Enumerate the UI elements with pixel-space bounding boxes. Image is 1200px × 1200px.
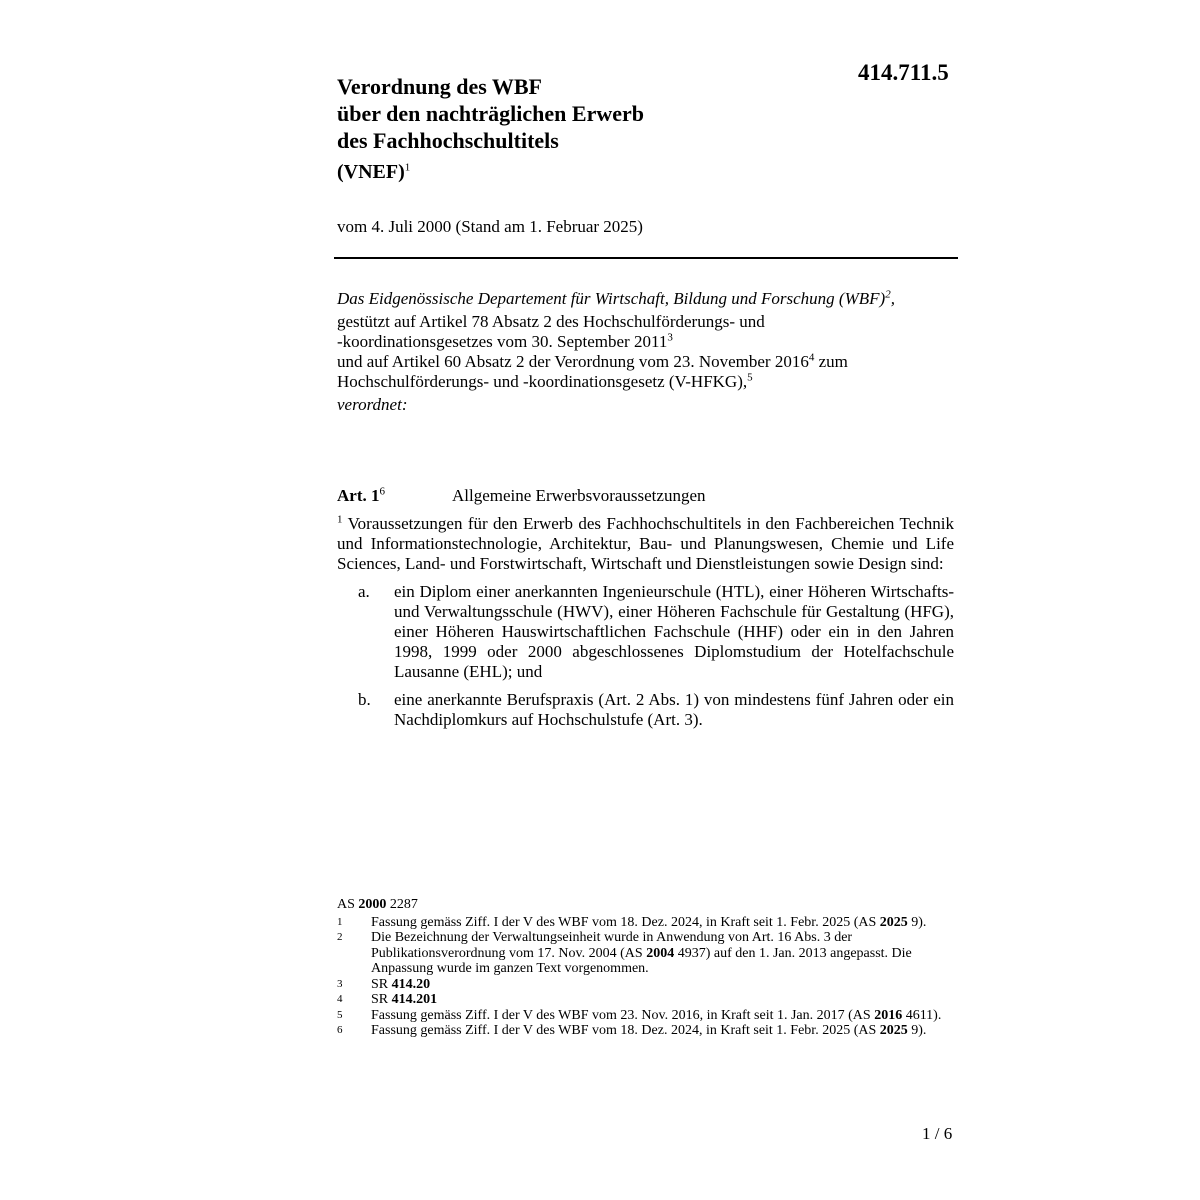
footnote-number: 3 — [337, 977, 343, 990]
as-prefix: AS — [337, 897, 359, 912]
list-item-text: ein Diplom einer anerkannten Ingenieurschule (HTL), einer Höheren Wirtschafts- und Verwaltungsschule (HWV), einer Höheren Fachschule für Gestaltung (HFG), einer Höheren Hauswirtschaftlichen Fachschule (HHF) oder ein in den Jahren 1998, 1999 oder 2000 abgeschlossenes Diplomstudium der Hotelfachschule Lausanne (EHL); und — [394, 582, 954, 681]
footnote-3 — [337, 977, 947, 993]
footnote-bold[interactable]: 414.20 — [391, 976, 431, 992]
footnote-ref-6[interactable]: 6 — [379, 485, 385, 498]
authority-comma: , — [890, 289, 895, 308]
footnote-text-part: 9). — [907, 914, 927, 930]
footnote-bold[interactable]: 414.201 — [391, 992, 438, 1007]
preamble-basis-2-line-2 — [337, 372, 957, 392]
basis-2-text-b: zum — [814, 352, 848, 371]
footnote-text — [371, 1008, 947, 1024]
preamble-basis-1-line-2 — [337, 332, 957, 352]
paragraph-1 — [337, 514, 954, 574]
page-number: 1 / 6 — [922, 1124, 953, 1143]
paragraph-number: 1 — [337, 513, 343, 526]
preamble-basis-1-line-1: gestützt auf Artikel 78 Absatz 2 des Hochschulförderungs- und — [337, 312, 765, 331]
footnote-bold: 2004 — [646, 945, 675, 961]
footnote-text — [371, 977, 947, 993]
footnote-number: 6 — [337, 1024, 343, 1036]
as-reference — [337, 897, 947, 913]
footnote-text — [371, 992, 947, 1008]
authority-text: Das Eidgenössische Departement für Wirtschaft, Bildung und Forschung (WBF) — [337, 289, 886, 308]
list-item-b — [337, 690, 954, 730]
footnote-text-part: Die Bezeichnung der Verwaltungseinheit wurde in Anwendung von Art. 16 Abs. 3 der Publikationsverordnung vom 17. Nov. 2004 (AS — [371, 930, 853, 961]
list-item-text: eine anerkannte Berufspraxis (Art. 2 Abs. 1) von mindestens fünf Jahren oder ein Nachdiplomkurs auf Hochschulstufe (Art. 3). — [394, 690, 954, 729]
preamble-basis-2-line-1 — [337, 352, 957, 372]
footnote-bold: 2025 — [879, 914, 908, 930]
as-year: 2000 — [358, 897, 387, 912]
footnote-text — [371, 1023, 947, 1039]
paragraph-text: Voraussetzungen für den Erwerb des Fachhochschultitels in den Fachbereichen Technik und Informationstechnologie, Architektur, Bau- und Planungswesen, Chemie und Life Sciences, Land- und Forstwirtschaft, Wirtschaft und Dienstleistungen sowie Design sind: — [337, 514, 954, 573]
footnotes — [337, 897, 947, 1039]
preamble-verb: verordnet: — [337, 395, 408, 414]
preamble — [337, 289, 957, 415]
article-number: Art. 1 — [337, 486, 380, 505]
preamble-authority — [337, 289, 957, 309]
footnote-text-part: 4937) auf den 1. Jan. 2013 angepasst. Die Anpassung wurde im ganzen Text vorgenommen. — [371, 945, 912, 976]
footnote-ref-3[interactable]: 3 — [667, 331, 673, 344]
article-heading — [337, 485, 706, 506]
footnote-2 — [337, 930, 947, 977]
footnote-text-part: Fassung gemäss Ziff. I der V des WBF vom 18. Dez. 2024, in Kraft seit 1. Febr. 2025 (AS — [371, 1023, 880, 1038]
footnote-number: 2 — [337, 931, 343, 943]
date-line: vom 4. Juli 2000 (Stand am 1. Februar 2025) — [337, 217, 643, 236]
basis-1-text: -koordinationsgesetzes vom 30. September 2011 — [337, 332, 668, 351]
article-body — [337, 514, 954, 730]
basis-2-text-a: und auf Artikel 60 Absatz 2 der Verordnung vom 23. November 2016 — [337, 352, 809, 371]
footnote-text-part: Fassung gemäss Ziff. I der V des WBF vom 23. Nov. 2016, in Kraft seit 1. Jan. 2017 (AS — [371, 1007, 875, 1023]
footnote-ref-4[interactable]: 4 — [808, 351, 815, 364]
footnote-text-part: SR — [371, 992, 392, 1007]
footnote-text-part: 4611). — [902, 1007, 942, 1023]
footnote-5 — [337, 1008, 947, 1024]
footnote-text — [371, 930, 947, 977]
sr-number: 414.711.5 — [858, 60, 949, 85]
footnote-6 — [337, 1023, 947, 1039]
footnote-1 — [337, 915, 947, 931]
title-line-1: Verordnung des WBF — [337, 74, 542, 99]
footnote-number: 5 — [337, 1008, 343, 1021]
list-item-letter: a. — [358, 582, 370, 601]
abbreviation — [337, 161, 644, 184]
footnote-text — [371, 915, 947, 931]
list-item-letter: b. — [358, 690, 371, 709]
basis-2-text-c: Hochschulförderungs- und -koordinationsgesetz (V-HFKG), — [337, 372, 748, 391]
footnote-ref-1[interactable]: 1 — [404, 161, 411, 174]
title-divider — [334, 257, 958, 259]
footnote-bold: 2016 — [874, 1007, 903, 1023]
as-page: 2287 — [386, 897, 418, 912]
footnote-number: 4 — [337, 993, 343, 1005]
title-block — [337, 73, 644, 184]
footnote-bold: 2025 — [879, 1023, 908, 1038]
article-title: Allgemeine Erwerbsvoraussetzungen — [452, 486, 706, 505]
footnote-text-part: Fassung gemäss Ziff. I der V des WBF vom 18. Dez. 2024, in Kraft seit 1. Febr. 2025 (AS — [371, 914, 880, 930]
footnote-4 — [337, 992, 947, 1008]
footnote-text-part: 9). — [907, 1023, 927, 1038]
list-item-a — [337, 582, 954, 682]
footnote-ref-5[interactable]: 5 — [747, 371, 753, 384]
title-line-3: des Fachhochschultitels — [337, 128, 559, 153]
footnote-text-part: SR — [371, 976, 392, 992]
title-line-2: über den nachträglichen Erwerb — [337, 101, 644, 126]
footnote-ref-2[interactable]: 2 — [885, 288, 891, 301]
footnote-number: 1 — [337, 915, 343, 928]
abbreviation-text: (VNEF) — [337, 161, 405, 183]
